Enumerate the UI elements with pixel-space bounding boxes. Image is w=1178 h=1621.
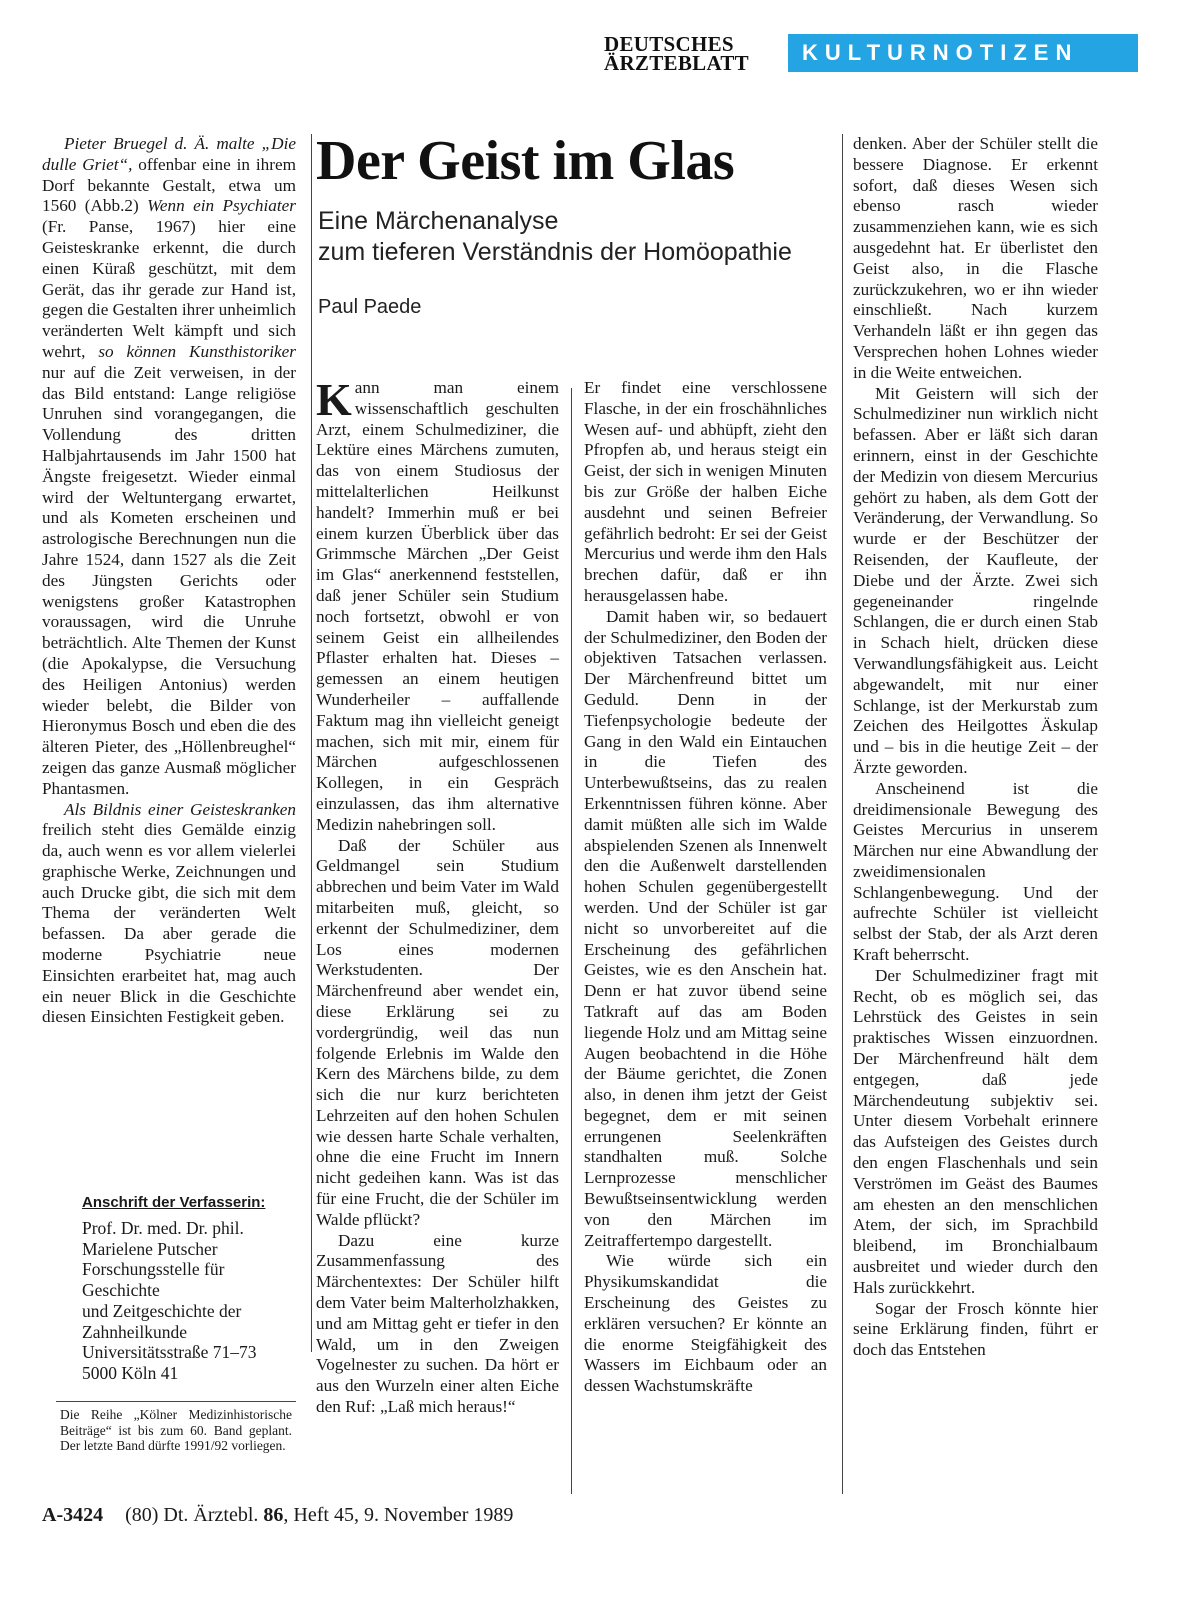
column-rule: [842, 134, 843, 1494]
body-paragraph: denken. Aber der Schüler stellt die bessere Diagnose. Er erkennt sofort, daß dieses Wesen sich ebenso rasch wieder zusammenziehen kann, wie es sich ausgedehnt hat. Er überlistet den Geist also, in die Flasche zurückzukehren, wo er ihn wieder einschließt. Nach kurzem Verhandeln läßt er ihn gegen das Versprechen hohen Lohnes wieder in die Weite entweichen.: [853, 134, 1098, 382]
body-paragraph: Dazu eine kurze Zusammenfassung des Märchentextes: Der Schüler hilft dem Vater beim Malterholzhakken, und am Mittag geht er tiefer in den Wald, um in den Zweigen Vogelnester zu suchen. Da hört er aus den Wurzeln einer alten Eiche den Ruf: „Laß mich heraus!“: [316, 1230, 559, 1417]
address-line: und Zeitgeschichte der: [82, 1300, 242, 1321]
address-line: 5000 Köln 41: [82, 1362, 179, 1383]
publication-logo: [604, 32, 774, 75]
body-paragraph: Damit haben wir, so bedauert der Schulmediziner, den Boden der objektiven Tatsachen verlassen. Der Märchenfreund bittet um Geduld. Denn in der Tiefenpsychologie bedeute der Gang in den Wald ein Eintauchen in die Tiefen des Unterbewußtseins, das zu realen Erkenntnissen führen könne. Aber damit müßten alle sich im Walde abspielenden Szenen als Innenwelt den die Außenwelt darstellenden hohen Schulen gegenübergestellt werden. Und der Schüler ist gar nicht so unvorbereitet auf die Erscheinung des gefährlichen Geistes, wie es den Anschein hat. Denn er hat zuvor übend seine Tatkraft auf das am Boden liegende Holz und am Mittag seine Augen beobachtend in die Höhe der Bäume gerichtet, die Zonen also, in denen ihm jetzt der Geist begegnet, dem er mit seinen errungenen Seelenkräften standhalten muß. Solche Lernprozesse menschlicher Bewußtseinsentwicklung werden von den Märchen im Zeitraffertempo dargestellt.: [584, 606, 827, 1250]
publication-name-line1: DEUTSCHES: [604, 32, 734, 56]
body-paragraph: Daß der Schüler aus Geldmangel sein Studium abbrechen und beim Vater im Wald mitarbeiten muß, gleicht, so erkennt der Schulmediziner, dem Los eines modernen Werkstudenten. Der Märchenfreund aber wendet ein, diese Erklärung sei zu vordergründig, weil das nun folgende Erlebnis im Walde den Kern des Märchens bilde, zu dem sich die nur kurz berichteten Lehrzeiten auf den hohen Schulen wie dessen harte Schale verhalten, ohne die eine Frucht im Innern nicht gedeihen kann. Was ist das für eine Frucht, die der Schüler im Walde pflückt?: [316, 835, 559, 1229]
body-paragraph: Wie würde sich ein Physikumskandidat die Erscheinung des Geistes zu erklären versuchen? Er könnte an die enorme Steigfähigkeit des Wassers im Eichbaum oder an dessen Wachstumskräfte: [584, 1251, 827, 1396]
article-author: Paul Paede: [318, 296, 422, 318]
address-line: Geschichte: [82, 1280, 160, 1301]
body-column-3: [853, 134, 1098, 1361]
series-note: Die Reihe „Kölner Medizinhistorische Beiträge“ ist bis zum 60. Band geplant. Der letzte Band dürfte 1991/92 vorliegen.: [60, 1407, 292, 1454]
author-address: [82, 1193, 296, 1384]
address-line: Universitätsstraße 71–73: [82, 1342, 257, 1363]
address-heading: Anschrift der Verfasserin:: [82, 1194, 266, 1211]
sidebar-paragraph-2: Als Bildnis einer Geisteskranken freilich steht dies Gemälde einzig da, auch wenn es vor allem vielerlei graphische Werke, Zeichnungen und auch Drucke gibt, die sich mit dem Thema der veränderten Welt befassen. Da aber gerade die moderne Psychiatrie neue Einsichten erarbeitet hat, mag auch ein neuer Blick in die Geschichte diesen Einsichten Festigkeit geben.: [42, 799, 296, 1027]
drop-cap: K: [316, 374, 352, 425]
body-paragraph: Anscheinend ist die dreidimensionale Bewegung des Geistes Mercurius in unserem Märchen nur eine Abwandlung der zweidimensionalen Schlangenbewegung. Und der aufrechte Schüler ist vielleicht selbst der Stab, der als Arzt deren Kraft beherrscht.: [853, 778, 1098, 965]
sidebar-column: [42, 134, 296, 1028]
body-paragraph: Er findet eine verschlossene Flasche, in der ein froschähnliches Wesen auf- und abhüpft, zieht den Pfropfen ab, und heraus steigt ein Geist, der sich in wenigen Minuten bis zur Größe der halben Eiche ausdehnt und seinen Befreier gefährlich bedroht: Er sei der Geist Mercurius und werde ihm den Hals brechen dafür, daß er ihn herausgelassen habe.: [584, 378, 827, 605]
page-footer: [42, 1503, 513, 1527]
page-code: A-3424: [42, 1504, 104, 1526]
body-paragraph: Der Schulmediziner fragt mit Recht, ob es möglich sei, das Lehrstück des Geistes in sein praktisches Wissen einzuordnen. Der Märchenfreund hält dem entgegen, daß jede Märchendeutung subjektiv sei. Unter diesem Vorbehalt erinnere das Aufsteigen des Geistes durch den engen Flaschenhals und sein Verströmen im Geäst des Baumes am ehesten an den menschlichen Atem, der sich, im Sprachbild bleibend, im Bronchialbaum ausbreitet und wieder durch den Hals zurückkehrt.: [853, 965, 1098, 1297]
address-line: Zahnheilkunde: [82, 1321, 187, 1342]
masthead: [604, 33, 1144, 73]
article-subtitle: Eine Märchenanalyse zum tieferen Verständnis der Homöopathie: [318, 207, 792, 266]
article-title: Der Geist im Glas: [316, 130, 735, 192]
address-line: Forschungsstelle für: [82, 1259, 225, 1280]
column-rule: [311, 134, 312, 1352]
column-rule: [571, 388, 572, 1494]
address-line: Marielene Putscher: [82, 1238, 218, 1259]
citation: (80) Dt. Ärztebl. 86, Heft 45, 9. November 1989: [125, 1504, 514, 1526]
body-column-1: [316, 374, 559, 1418]
body-column-2: [584, 378, 827, 1397]
address-line: Prof. Dr. med. Dr. phil.: [82, 1218, 244, 1238]
sidebar-paragraph-1: Pieter Bruegel d. Ä. malte „Die dulle Griet“, offenbar eine in ihrem Dorf bekannte Gestalt, etwa um 1560 (Abb.2) Wenn ein Psychiater (Fr. Panse, 1967) hier eine Geisteskranke erkennt, die durch einen Küraß geschützt, mit dem Gerät, das ihr gerade zur Hand ist, gegen die Gestalten ihrer unheimlich veränderten Welt kämpft und sich wehrt, so können Kunsthistoriker nur auf die Zeit verweisen, in der das Bild entstand: Lange religiöse Unruhen sind vorangegangen, die Vollendung des dritten Halbjahrtausends im Jahr 1500 hat Ängste freigesetzt. Wieder einmal wird der Weltuntergang erwartet, und als Kometen erscheinen und astrologische Berechnungen nun die Jahre 1524, dann 1527 als die Zeit des Jüngsten Gerichts oder wenigstens großer Katastrophen voraussagen, wird die Unruhe beträchtlich. Alte Themen der Kunst (die Apokalypse, die Versuchung des Heiligen Antonius) werden wieder belebt, die Bilder von Hieronymus Bosch und eben die des älteren Pieter, des „Höllenbreughel“ zeigen das ganze Ausmaß möglicher Phantasmen.: [42, 134, 296, 798]
body-paragraph: Mit Geistern will sich der Schulmediziner nun wirklich nicht befassen. Aber er läßt sich daran erinnern, einst in der Geschichte der Medizin von diesem Mercurius gehört zu haben, als dem Gott der Veränderung, der Verwandlung. So wurde er der Beschützer der Reisenden, der Kaufleute, der Diebe und der Ärzte. Zwei sich gegeneinander ringelnde Schlangen, die er durch einen Stab in Schach hielt, drücken diese Verwandlungsfähigkeit aus. Leicht abgewandelt, mit nur einer Schlange, ist der Merkurstab zum Zeichen des Heilgottes Äskulap und – bis in die heutige Zeit – der Ärzte geworden.: [853, 383, 1098, 777]
body-paragraph: Sogar der Frosch könnte hier seine Erklärung finden, führt er doch das Entstehen: [853, 1298, 1098, 1360]
body-paragraph: Kann man einem wissenschaftlich geschulten Arzt, einem Schulmediziner, die Lektüre eines Märchens zumuten, das von einem Studiosus der mittelalterlichen Heilkunst handelt? Immerhin muß er bei einem kurzen Überblick über das Grimmsche Märchen „Der Geist im Glas“ anerkennend feststellen, daß jener Schüler sein Studium noch fortsetzt, obwohl er von seinem Geist ein allheilendes Pflaster erhalten hat. Dieses – gemessen an einem heutigen Wunderheiler – auffallende Faktum mag ihn vielleicht geneigt machen, sich mit mir, einem für Märchen aufgeschlossenen Kollegen, in ein Gespräch einzulassen, das ihm alternative Medizin nahebringen soll.: [316, 374, 559, 834]
section-banner: KULTURNOTIZEN: [788, 34, 1138, 72]
publication-name-line2: ÄRZTEBLATT: [604, 51, 749, 75]
note-divider: [56, 1401, 296, 1402]
